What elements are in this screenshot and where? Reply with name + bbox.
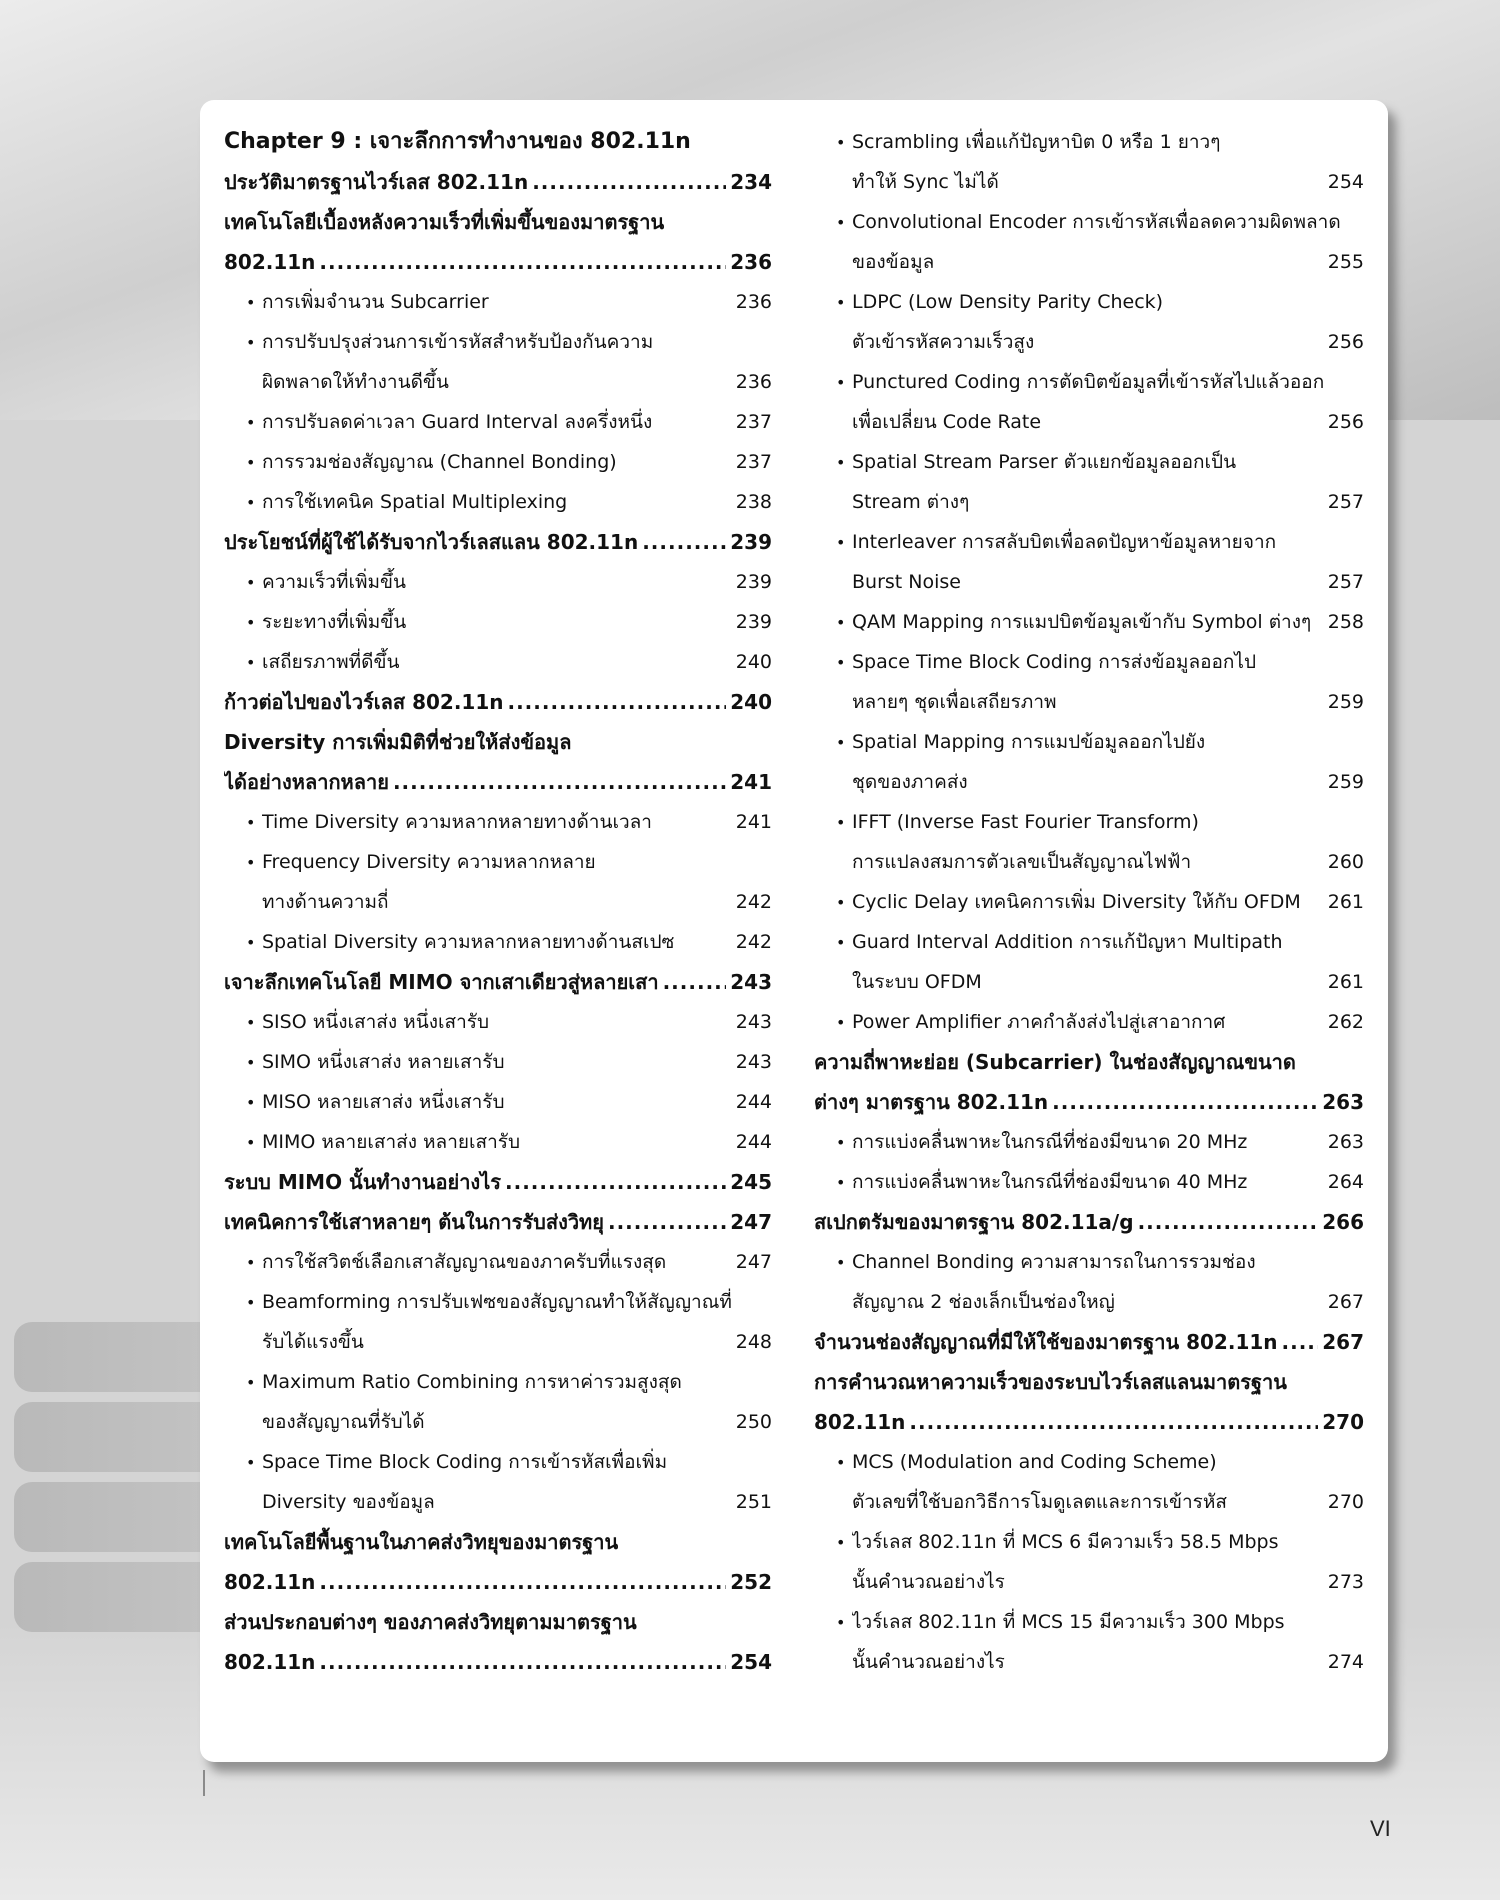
bullet-icon: • [246, 1053, 256, 1072]
toc-page-number: 248 [735, 1331, 772, 1353]
bullet-icon: • [246, 293, 256, 312]
toc-entry-text: ตัวเลขที่ใช้บอกวิธีการโมดูเลตและการเข้ารหัส [852, 1491, 1227, 1513]
toc-item [814, 282, 1364, 322]
toc-entry-text: นั้นคำนวณอย่างไร [852, 1651, 1005, 1673]
toc-entry-text: Convolutional Encoder การเข้ารหัสเพื่อลดความผิดพลาด [852, 211, 1341, 233]
bullet-icon: • [246, 493, 256, 512]
toc-item-continuation [814, 562, 1364, 602]
toc-page-number: 240 [735, 651, 772, 673]
toc-entry-text: 802.11n [224, 1650, 316, 1674]
toc-entry-text: Power Amplifier ภาคกำลังส่งไปสู่เสาอากาศ [852, 1011, 1226, 1033]
toc-page-number: 244 [735, 1091, 772, 1113]
toc-item [814, 1522, 1364, 1562]
toc-entry-text: ส่วนประกอบต่างๆ ของภาคส่งวิทยุตามมาตรฐาน [224, 1610, 637, 1634]
toc-entry-text: 802.11n [224, 1570, 316, 1594]
toc-entry-text: ประโยชน์ที่ผู้ใช้ได้รับจากไวร์เลสแลน 802.11n [224, 530, 639, 554]
toc-entry-text: ทางด้านความถี่ [262, 891, 389, 913]
toc-item [224, 1442, 772, 1482]
toc-entry-text: Space Time Block Coding การส่งข้อมูลออกไป [852, 651, 1257, 673]
toc-entry-text: Spatial Stream Parser ตัวแยกข้อมูลออกเป็น [852, 451, 1237, 473]
toc-item [224, 1282, 772, 1322]
toc-page-number: 254 [730, 1650, 772, 1674]
toc-item [814, 522, 1364, 562]
toc-item-continuation [814, 242, 1364, 282]
toc-entry-text: IFFT (Inverse Fast Fourier Transform) [852, 811, 1199, 833]
toc-item-continuation [814, 962, 1364, 1002]
toc-entry-text: เพื่อเปลี่ยน Code Rate [852, 411, 1042, 433]
toc-entry-text: ทำให้ Sync ไม่ได้ [852, 171, 999, 193]
toc-item-continuation [224, 362, 772, 402]
toc-item [814, 882, 1364, 922]
bullet-icon: • [836, 1173, 846, 1192]
toc-item-continuation [814, 1282, 1364, 1322]
toc-page-number: 258 [1327, 611, 1364, 633]
toc-page-number: 267 [1327, 1291, 1364, 1313]
bullet-icon: • [836, 213, 846, 232]
toc-heading [224, 1522, 772, 1562]
toc-entry-text: ชุดของภาคส่ง [852, 771, 968, 793]
toc-item [224, 1002, 772, 1042]
toc-entry-text: Punctured Coding การตัดบิตข้อมูลที่เข้ารหัสไปแล้วออก [852, 371, 1325, 393]
toc-item [814, 722, 1364, 762]
bullet-icon: • [836, 653, 846, 672]
toc-entry-text: เจาะลึกเทคโนโลยี MIMO จากเสาเดียวสู่หลายเสา [224, 970, 659, 994]
toc-entry-text: ตัวเข้ารหัสความเร็วสูง [852, 331, 1035, 353]
toc-heading [224, 522, 772, 562]
toc-entry-text: 802.11n [224, 250, 316, 274]
toc-heading [224, 202, 772, 242]
toc-page-number: 262 [1327, 1011, 1364, 1033]
toc-page-number: 257 [1327, 491, 1364, 513]
toc-page-number: 236 [730, 250, 772, 274]
bullet-icon: • [246, 1133, 256, 1152]
toc-page-number: 242 [735, 891, 772, 913]
bullet-icon: • [836, 733, 846, 752]
toc-page-number: 261 [1327, 891, 1364, 913]
toc-heading [224, 1642, 772, 1682]
toc-item [224, 1042, 772, 1082]
bullet-icon: • [246, 333, 256, 352]
toc-item [814, 1122, 1364, 1162]
toc-entry-text: ความเร็วที่เพิ่มขึ้น [262, 571, 406, 593]
toc-entry-text: LDPC (Low Density Parity Check) [852, 291, 1164, 313]
toc-heading [224, 242, 772, 282]
toc-page-number: 241 [735, 811, 772, 833]
toc-item [224, 1122, 772, 1162]
bullet-icon: • [836, 293, 846, 312]
toc-item [814, 1162, 1364, 1202]
toc-item [224, 842, 772, 882]
toc-heading [814, 1402, 1364, 1442]
toc-page-number: 245 [730, 1170, 772, 1194]
bullet-icon: • [836, 613, 846, 632]
toc-page-number: 266 [1322, 1210, 1364, 1234]
toc-entry-text: การปรับปรุงส่วนการเข้ารหัสสำหรับป้องกันความ [262, 331, 654, 353]
toc-page-number: 270 [1327, 1491, 1364, 1513]
dot-leader [642, 522, 726, 562]
toc-item [224, 442, 772, 482]
toc-page-number: 270 [1322, 1410, 1364, 1434]
bullet-icon: • [246, 453, 256, 472]
toc-item [224, 562, 772, 602]
toc-heading [814, 1202, 1364, 1242]
toc-item-continuation [814, 402, 1364, 442]
bullet-icon: • [246, 1373, 256, 1392]
toc-page-number: 251 [735, 1491, 772, 1513]
toc-entry-text: MIMO หลายเสาส่ง หลายเสารับ [262, 1131, 521, 1153]
bullet-icon: • [836, 1613, 846, 1632]
toc-item [814, 1602, 1364, 1642]
toc-item [814, 802, 1364, 842]
toc-entry-text: เทคโนโลยีพื้นฐานในภาคส่งวิทยุของมาตรฐาน [224, 1530, 619, 1554]
toc-item [814, 1242, 1364, 1282]
bullet-icon: • [246, 653, 256, 672]
toc-item [814, 362, 1364, 402]
bullet-icon: • [246, 573, 256, 592]
toc-entry-text: การแบ่งคลื่นพาหะในกรณีที่ช่องมีขนาด 40 MHz [852, 1171, 1248, 1193]
toc-entry-text: 802.11n [814, 1410, 906, 1434]
toc-page-number: 250 [735, 1411, 772, 1433]
toc-heading [814, 1322, 1364, 1362]
bullet-icon: • [836, 893, 846, 912]
toc-page-number: 234 [730, 170, 772, 194]
toc-page-number: 256 [1327, 411, 1364, 433]
bullet-icon: • [246, 813, 256, 832]
toc-heading [814, 1082, 1364, 1122]
toc-item [814, 922, 1364, 962]
toc-item [814, 442, 1364, 482]
toc-item [224, 1082, 772, 1122]
toc-entry-text: Channel Bonding ความสามารถในการรวมช่อง [852, 1251, 1256, 1273]
toc-entry-text: เทคโนโลยีเบื้องหลังความเร็วที่เพิ่มขึ้นของมาตรฐาน [224, 210, 665, 234]
toc-heading [224, 1162, 772, 1202]
toc-item [224, 482, 772, 522]
toc-page-number: 260 [1327, 851, 1364, 873]
toc-page-number: 236 [735, 371, 772, 393]
toc-heading [224, 762, 772, 802]
dot-leader [319, 1642, 726, 1682]
dot-leader [663, 962, 727, 1002]
toc-page-number: 256 [1327, 331, 1364, 353]
toc-page-number: 240 [730, 690, 772, 714]
dot-leader [909, 1402, 1318, 1442]
toc-item [814, 1442, 1364, 1482]
toc-item-continuation [224, 1322, 772, 1362]
dot-leader [1052, 1082, 1318, 1122]
toc-entry-text: SIMO หนึ่งเสาส่ง หลายเสารับ [262, 1051, 505, 1073]
toc-item-continuation [814, 322, 1364, 362]
toc-entry-text: หลายๆ ชุดเพื่อเสถียรภาพ [852, 691, 1057, 713]
toc-heading [814, 1362, 1364, 1402]
dot-leader [507, 682, 726, 722]
toc-entry-text: ต่างๆ มาตรฐาน 802.11n [814, 1090, 1049, 1114]
toc-entry-text: Diversity ของข้อมูล [262, 1491, 435, 1513]
toc-entry-text: จำนวนช่องสัญญาณที่มีให้ใช้ของมาตรฐาน 802.11n [814, 1330, 1278, 1354]
toc-entry-text: การใช้เทคนิค Spatial Multiplexing [262, 491, 568, 513]
toc-page-number: 254 [1327, 171, 1364, 193]
toc-entry-text: ก้าวต่อไปของไวร์เลส 802.11n [224, 690, 504, 714]
bullet-icon: • [836, 1533, 846, 1552]
toc-item-continuation [224, 1402, 772, 1442]
toc-entry-text: ไวร์เลส 802.11n ที่ MCS 15 มีความเร็ว 300 Mbps [852, 1611, 1285, 1633]
toc-heading [224, 1202, 772, 1242]
toc-heading [224, 682, 772, 722]
toc-entry-text: นั้นคำนวณอย่างไร [852, 1571, 1005, 1593]
toc-page-number: 263 [1322, 1090, 1364, 1114]
toc-entry-text: Time Diversity ความหลากหลายทางด้านเวลา [262, 811, 652, 833]
toc-item [224, 1362, 772, 1402]
toc-entry-text: Frequency Diversity ความหลากหลาย [262, 851, 596, 873]
toc-entry-text: สเปกตรัมของมาตรฐาน 802.11a/g [814, 1210, 1134, 1234]
toc-entry-text: Spatial Mapping การแมปข้อมูลออกไปยัง [852, 731, 1206, 753]
toc-item-continuation [814, 842, 1364, 882]
toc-page-number: 239 [735, 571, 772, 593]
bullet-icon: • [836, 453, 846, 472]
toc-entry-text: การรวมช่องสัญญาณ (Channel Bonding) [262, 451, 617, 473]
toc-page-number: 242 [735, 931, 772, 953]
toc-entry-text: การคำนวณหาความเร็วของระบบไวร์เลสแลนมาตรฐาน [814, 1370, 1287, 1394]
dot-leader [1138, 1202, 1319, 1242]
bullet-icon: • [836, 373, 846, 392]
bullet-icon: • [836, 1253, 846, 1272]
toc-entry-text: ความถี่พาหะย่อย (Subcarrier) ในช่องสัญญาณขนาด [814, 1050, 1296, 1074]
page-number: VI [1370, 1816, 1391, 1841]
toc-item-continuation [814, 762, 1364, 802]
toc-entry-text: ของสัญญาณที่รับได้ [262, 1411, 425, 1433]
toc-item [814, 642, 1364, 682]
bullet-icon: • [836, 933, 846, 952]
toc-page-number: 267 [1322, 1330, 1364, 1354]
toc-entry-text: การแบ่งคลื่นพาหะในกรณีที่ช่องมีขนาด 20 MHz [852, 1131, 1248, 1153]
toc-page-number: 259 [1327, 771, 1364, 793]
toc-entry-text: Scrambling เพื่อแก้ปัญหาบิต 0 หรือ 1 ยาวๆ [852, 131, 1221, 153]
toc-entry-text: QAM Mapping การแมปบิตข้อมูลเข้ากับ Symbol ต่างๆ [852, 611, 1312, 633]
toc-entry-text: เสถียรภาพที่ดีขึ้น [262, 651, 400, 673]
toc-page-number: 239 [730, 530, 772, 554]
bullet-icon: • [246, 1253, 256, 1272]
bullet-icon: • [246, 853, 256, 872]
toc-entry-text: Chapter 9 : เจาะลึกการทำงานของ 802.11n [224, 129, 691, 154]
toc-page-number: 273 [1327, 1571, 1364, 1593]
toc-item-continuation [814, 1642, 1364, 1682]
toc-item-continuation [224, 882, 772, 922]
toc-entry-text: ประวัติมาตรฐานไวร์เลส 802.11n [224, 170, 529, 194]
toc-page-number: 252 [730, 1570, 772, 1594]
toc-item [224, 1242, 772, 1282]
toc-item-continuation [814, 1562, 1364, 1602]
bullet-icon: • [836, 133, 846, 152]
card-edge-line [203, 1770, 205, 1796]
toc-entry-text: Maximum Ratio Combining การหาค่ารวมสูงสุด [262, 1371, 682, 1393]
toc-page-number: 243 [730, 970, 772, 994]
toc-heading [224, 1562, 772, 1602]
toc-heading [224, 162, 772, 202]
toc-item [224, 602, 772, 642]
toc-heading [224, 962, 772, 1002]
toc-item [814, 202, 1364, 242]
toc-entry-text: Spatial Diversity ความหลากหลายทางด้านสเปซ [262, 931, 675, 953]
toc-item [224, 322, 772, 362]
toc-page-number: 263 [1327, 1131, 1364, 1153]
dot-leader [319, 242, 726, 282]
dot-leader [393, 762, 726, 802]
toc-entry-text: การแปลงสมการตัวเลขเป็นสัญญาณไฟฟ้า [852, 851, 1192, 873]
toc-entry-text: Burst Noise [852, 571, 961, 593]
toc-entry-text: ระยะทางที่เพิ่มขึ้น [262, 611, 407, 633]
toc-page-number: 247 [730, 1210, 772, 1234]
toc-page-number: 243 [735, 1051, 772, 1073]
dot-leader [1282, 1322, 1319, 1362]
toc-page-number: 247 [735, 1251, 772, 1273]
toc-entry-text: MISO หลายเสาส่ง หนึ่งเสารับ [262, 1091, 505, 1113]
toc-item-continuation [224, 1482, 772, 1522]
toc-heading [224, 1602, 772, 1642]
bullet-icon: • [836, 813, 846, 832]
toc-entry-text: ในระบบ OFDM [852, 971, 982, 993]
toc-page-number: 239 [735, 611, 772, 633]
toc-item [224, 642, 772, 682]
toc-entry-text: Guard Interval Addition การแก้ปัญหา Multipath [852, 931, 1283, 953]
toc-item-continuation [814, 482, 1364, 522]
toc-entry-text: รับได้แรงขึ้น [262, 1331, 364, 1353]
toc-entry-text: MCS (Modulation and Coding Scheme) [852, 1451, 1217, 1473]
toc-page-number: 274 [1327, 1651, 1364, 1673]
toc-entry-text: Diversity การเพิ่มมิติที่ช่วยให้ส่งข้อมูล [224, 730, 572, 754]
toc-item [814, 1002, 1364, 1042]
toc-page-number: 244 [735, 1131, 772, 1153]
bullet-icon: • [246, 413, 256, 432]
toc-entry-text: SISO หนึ่งเสาส่ง หนึ่งเสารับ [262, 1011, 489, 1033]
dot-leader [319, 1562, 726, 1602]
toc-item-continuation [814, 682, 1364, 722]
bullet-icon: • [836, 1013, 846, 1032]
toc-entry-text: การปรับลดค่าเวลา Guard Interval ลงครึ่งหนึ่ง [262, 411, 653, 433]
toc-entry-text: ของข้อมูล [852, 251, 935, 273]
toc-item [224, 402, 772, 442]
bullet-icon: • [836, 533, 846, 552]
bullet-icon: • [246, 613, 256, 632]
toc-entry-text: ได้อย่างหลากหลาย [224, 770, 389, 794]
toc-page-number: 237 [735, 451, 772, 473]
toc-entry-text: Cyclic Delay เทคนิคการเพิ่ม Diversity ให้กับ OFDM [852, 891, 1301, 913]
toc-item-continuation [814, 1482, 1364, 1522]
toc-item [224, 922, 772, 962]
toc-page-number: 238 [735, 491, 772, 513]
toc-item-continuation [814, 162, 1364, 202]
toc-item [814, 122, 1364, 162]
bullet-icon: • [246, 933, 256, 952]
toc-entry-text: ผิดพลาดให้ทำงานดีขึ้น [262, 371, 449, 393]
toc-item [224, 802, 772, 842]
toc-page-number: 237 [735, 411, 772, 433]
toc-page-number: 241 [730, 770, 772, 794]
bullet-icon: • [246, 1093, 256, 1112]
toc-item [224, 282, 772, 322]
toc-item [814, 602, 1364, 642]
dot-leader [505, 1162, 726, 1202]
toc-page-number: 255 [1327, 251, 1364, 273]
toc-heading [224, 722, 772, 762]
toc-right-column [814, 122, 1364, 1682]
toc-entry-text: Stream ต่างๆ [852, 491, 970, 513]
toc-page-number: 264 [1327, 1171, 1364, 1193]
toc-entry-text: เทคนิคการใช้เสาหลายๆ ต้นในการรับส่งวิทยุ [224, 1210, 604, 1234]
chapter-title [224, 122, 772, 162]
toc-entry-text: Space Time Block Coding การเข้ารหัสเพื่อเพิ่ม [262, 1451, 668, 1473]
toc-entry-text: Beamforming การปรับเฟซของสัญญาณทำให้สัญญาณที่ [262, 1291, 732, 1313]
bullet-icon: • [246, 1453, 256, 1472]
bullet-icon: • [246, 1013, 256, 1032]
toc-card [200, 100, 1388, 1762]
dot-leader [532, 162, 726, 202]
toc-entry-text: Interleaver การสลับบิตเพื่อลดปัญหาข้อมูลหายจาก [852, 531, 1277, 553]
toc-entry-text: ไวร์เลส 802.11n ที่ MCS 6 มีความเร็ว 58.5 Mbps [852, 1531, 1279, 1553]
toc-left-column [224, 122, 772, 1682]
toc-page-number: 261 [1327, 971, 1364, 993]
toc-entry-text: การเพิ่มจำนวน Subcarrier [262, 291, 489, 313]
toc-page-number: 259 [1327, 691, 1364, 713]
bullet-icon: • [836, 1133, 846, 1152]
toc-page-number: 257 [1327, 571, 1364, 593]
toc-page-number: 243 [735, 1011, 772, 1033]
toc-entry-text: การใช้สวิตช์เลือกเสาสัญญาณของภาครับที่แรงสุด [262, 1251, 667, 1273]
dot-leader [608, 1202, 726, 1242]
toc-entry-text: ระบบ MIMO นั้นทำงานอย่างไร [224, 1170, 502, 1194]
toc-page-number: 236 [735, 291, 772, 313]
toc-heading [814, 1042, 1364, 1082]
bullet-icon: • [246, 1293, 256, 1312]
bullet-icon: • [836, 1453, 846, 1472]
toc-entry-text: สัญญาณ 2 ช่องเล็กเป็นช่องใหญ่ [852, 1291, 1115, 1313]
